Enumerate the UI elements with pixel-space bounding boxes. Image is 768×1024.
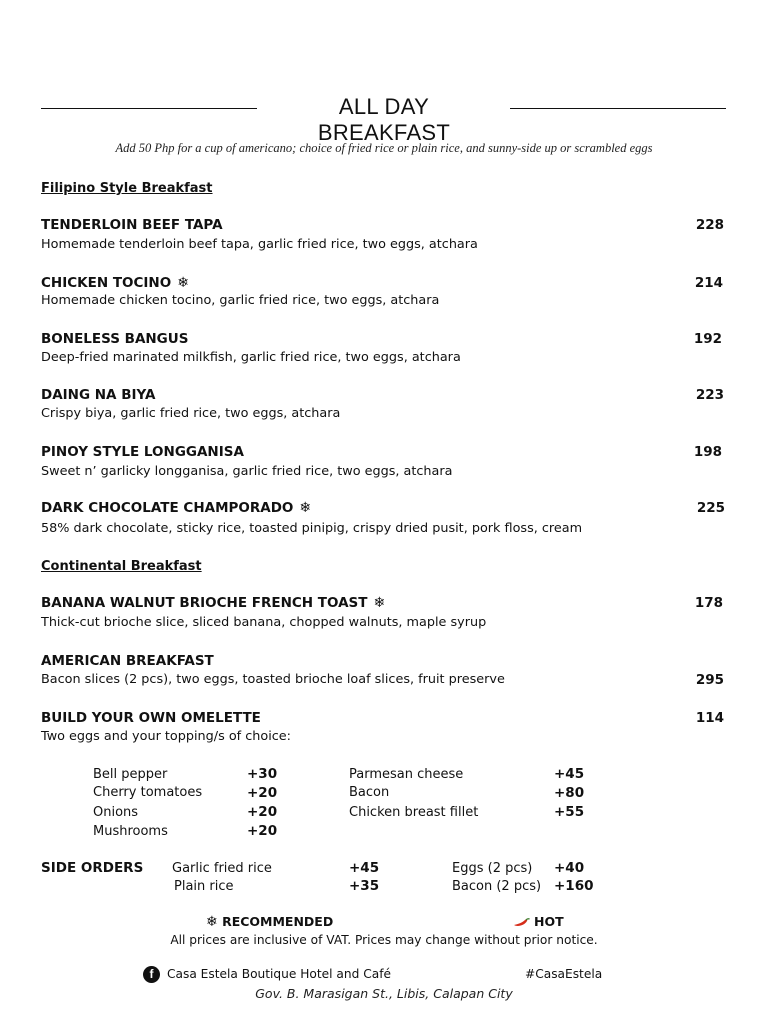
topping-price: +45 bbox=[554, 766, 585, 782]
section-heading-filipino: Filipino Style Breakfast bbox=[41, 181, 213, 196]
vat-note: All prices are inclusive of VAT. Prices may change without prior notice. bbox=[170, 933, 598, 947]
menu-item-name: DARK CHOCOLATE CHAMPORADO ❄ bbox=[41, 500, 312, 516]
topping-price: +55 bbox=[554, 804, 585, 820]
topping-name: Cherry tomatoes bbox=[93, 785, 203, 800]
menu-item-price: 295 bbox=[695, 672, 724, 688]
side-order-price: +35 bbox=[349, 878, 380, 894]
menu-item-name: TENDERLOIN BEEF TAPA bbox=[41, 217, 223, 233]
side-order-name: Bacon (2 pcs) bbox=[452, 879, 542, 894]
topping-name: Onions bbox=[93, 805, 139, 820]
topping-price: +20 bbox=[247, 823, 278, 839]
menu-item-description: Bacon slices (2 pcs), two eggs, toasted brioche loaf slices, fruit preserve bbox=[41, 672, 505, 687]
page-title: ALL DAY BREAKFAST bbox=[317, 94, 451, 145]
topping-name: Bacon bbox=[349, 785, 390, 800]
recommended-icon: ❄ bbox=[177, 275, 189, 291]
side-order-price: +40 bbox=[554, 860, 585, 876]
legend-recommended-label: RECOMMENDED bbox=[222, 914, 334, 929]
menu-item-name: PINOY STYLE LONGGANISA bbox=[41, 444, 244, 460]
menu-item-name: BONELESS BANGUS bbox=[41, 331, 189, 347]
menu-item-name: CHICKEN TOCINO ❄ bbox=[41, 275, 189, 291]
page-subtitle: Add 50 Php for a cup of americano; choice of fried rice or plain rice, and sunny-side up or scrambled eggs bbox=[115, 141, 653, 155]
menu-item-description: Thick-cut brioche slice, sliced banana, chopped walnuts, maple syrup bbox=[41, 615, 487, 630]
menu-item-description: Homemade chicken tocino, garlic fried rice, two eggs, atchara bbox=[41, 293, 440, 308]
menu-item-description: Two eggs and your topping/s of choice: bbox=[41, 729, 291, 744]
hashtag: #CasaEstela bbox=[525, 967, 603, 981]
menu-item-price: 198 bbox=[693, 444, 722, 460]
menu-item-name: AMERICAN BREAKFAST bbox=[41, 653, 214, 669]
address: Gov. B. Marasigan St., Libis, Calapan City bbox=[255, 986, 513, 1001]
topping-name: Chicken breast fillet bbox=[349, 805, 479, 820]
menu-item-name: BUILD YOUR OWN OMELETTE bbox=[41, 710, 261, 726]
side-order-name: Plain rice bbox=[174, 879, 234, 894]
menu-item-name: BANANA WALNUT BRIOCHE FRENCH TOAST ❄ bbox=[41, 595, 386, 611]
menu-item-price: 225 bbox=[696, 500, 725, 516]
topping-price: +20 bbox=[247, 804, 278, 820]
topping-name: Parmesan cheese bbox=[349, 767, 464, 782]
topping-price: +80 bbox=[554, 785, 585, 801]
menu-item-description: Sweet n’ garlicky longganisa, garlic fried rice, two eggs, atchara bbox=[41, 464, 453, 479]
legend-hot-label: HOT bbox=[534, 914, 564, 929]
menu-item-price: 223 bbox=[695, 387, 724, 403]
side-order-name: Garlic fried rice bbox=[172, 861, 272, 876]
side-order-name: Eggs (2 pcs) bbox=[452, 861, 533, 876]
legend-recommended bbox=[206, 914, 333, 930]
legend-hot bbox=[512, 914, 564, 929]
menu-item-price: 178 bbox=[694, 595, 723, 611]
chili-pepper-icon bbox=[512, 918, 530, 928]
menu-item-description: 58% dark chocolate, sticky rice, toasted pinipig, crispy dried pusit, pork floss, cream bbox=[41, 521, 583, 536]
section-heading-continental: Continental Breakfast bbox=[41, 559, 202, 574]
topping-price: +20 bbox=[247, 785, 278, 801]
side-order-price: +45 bbox=[349, 860, 380, 876]
facebook-page-name: Casa Estela Boutique Hotel and Café bbox=[167, 967, 391, 981]
menu-item-description: Homemade tenderloin beef tapa, garlic fried rice, two eggs, atchara bbox=[41, 237, 478, 252]
topping-price: +30 bbox=[247, 766, 278, 782]
title-rule-left bbox=[41, 108, 257, 109]
menu-item-price: 114 bbox=[695, 710, 724, 726]
facebook-icon: f bbox=[143, 966, 160, 983]
recommended-icon: ❄ bbox=[206, 914, 218, 930]
menu-item-price: 228 bbox=[695, 217, 724, 233]
title-rule-right bbox=[510, 108, 726, 109]
side-orders-heading: SIDE ORDERS bbox=[41, 860, 144, 876]
recommended-icon: ❄ bbox=[299, 500, 312, 516]
menu-item-description: Deep-fried marinated milkfish, garlic fried rice, two eggs, atchara bbox=[41, 350, 461, 365]
menu-item-description: Crispy biya, garlic fried rice, two eggs, atchara bbox=[41, 406, 341, 421]
topping-name: Bell pepper bbox=[93, 767, 168, 782]
topping-name: Mushrooms bbox=[93, 824, 168, 839]
menu-item-name: DAING NA BIYA bbox=[41, 387, 156, 403]
side-order-price: +160 bbox=[554, 878, 594, 894]
menu-item-price: 214 bbox=[694, 275, 723, 291]
menu-item-price: 192 bbox=[693, 331, 722, 347]
recommended-icon: ❄ bbox=[373, 595, 386, 611]
